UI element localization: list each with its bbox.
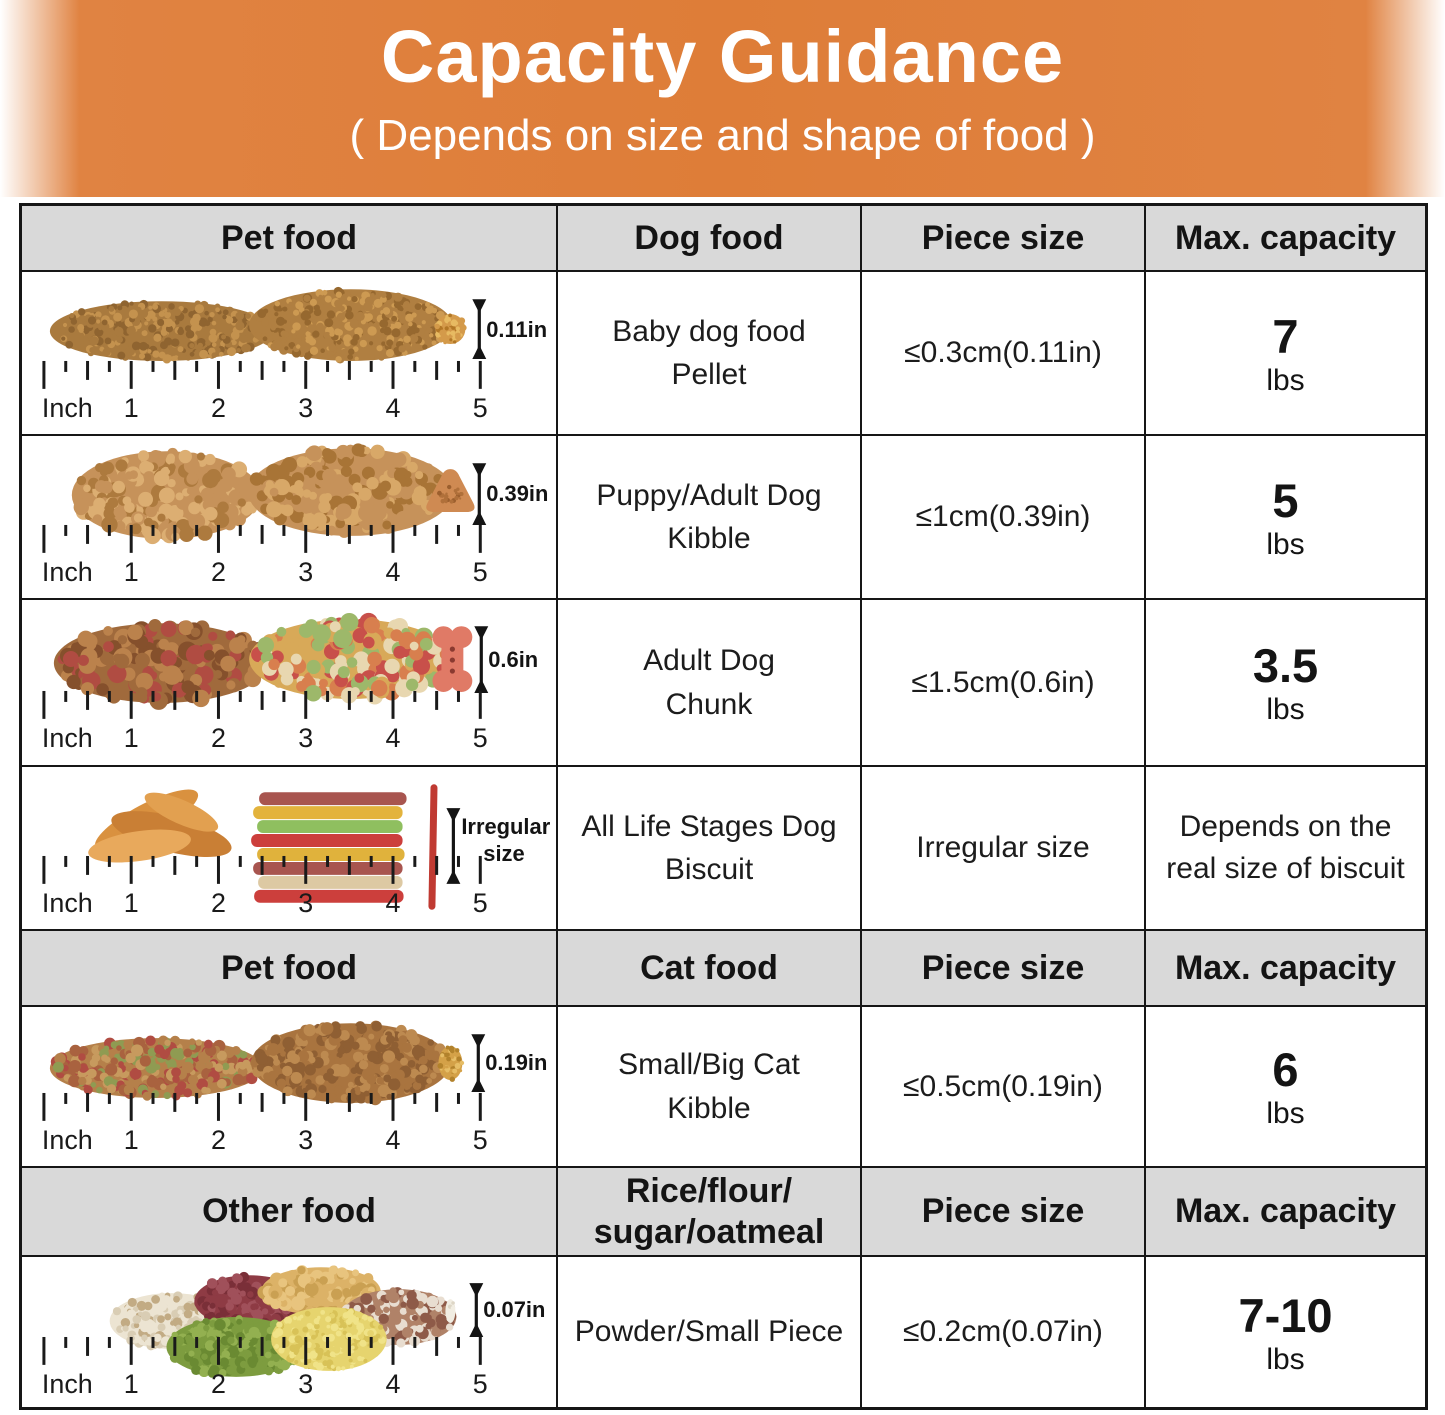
page-subtitle: ( Depends on size and shape of food ) [349,111,1096,160]
header-max-capacity: Max. capacity [1146,931,1425,1007]
cell-food-photo [22,272,558,436]
svg-text:3: 3 [298,722,314,753]
table-header-cat [22,931,1425,1007]
table-row-powder [22,1257,1425,1407]
kibble-pile-left [50,300,273,364]
table-header-other [22,1168,1425,1257]
cell-piece-size: ≤1.5cm(0.6in) [862,600,1146,767]
cell-food-photo [22,436,558,600]
cell-piece-size: ≤1cm(0.39in) [862,436,1146,600]
header-max-capacity: Max. capacity [1146,1168,1425,1257]
header-max-capacity: Max. capacity [1146,206,1425,272]
table-row-baby-pellet [22,272,1425,436]
table-row-adult-chunk [22,600,1425,767]
svg-text:5: 5 [472,887,488,918]
svg-text:Inch: Inch [41,1124,93,1155]
size-marker-label-line1: Irregular [461,814,551,840]
svg-text:2: 2 [210,1368,226,1399]
page-title: Capacity Guidance [380,15,1065,98]
kibble-pile-left [72,448,263,544]
cell-food-name: Adult Dog Chunk [558,600,862,767]
inch-ruler [42,691,488,753]
kibble-pile-right [249,287,452,364]
size-marker-label: 0.11in [486,317,548,343]
cell-food-name: All Life Stages Dog Biscuit [558,767,862,931]
cell-max-capacity: 7 lbs [1146,272,1425,436]
svg-text:3: 3 [298,887,314,918]
svg-text:4: 4 [385,1368,401,1399]
svg-text:1: 1 [123,1124,139,1155]
cell-max-capacity: 7-10 lbs [1146,1257,1425,1407]
header-pet-food: Pet food [22,931,558,1007]
size-marker-label: 0.19in [485,1050,548,1076]
inch-ruler [42,361,488,423]
banner [0,0,1445,197]
treat-pile-right [249,613,452,705]
svg-text:2: 2 [210,1124,226,1155]
table-row-puppy-kibble [22,436,1425,600]
svg-text:Inch: Inch [41,392,93,423]
svg-text:1: 1 [123,887,139,918]
size-marker [469,1283,483,1337]
puppy-kibble-illustration [22,436,556,598]
svg-text:2: 2 [210,722,226,753]
svg-text:5: 5 [472,722,488,753]
header-piece-size: Piece size [862,931,1146,1007]
cell-max-capacity: 6 lbs [1146,1007,1425,1168]
svg-text:3: 3 [298,1368,314,1399]
cell-food-photo [22,767,558,931]
cell-food-name: Baby dog food Pellet [558,272,862,436]
svg-text:Inch: Inch [41,1368,93,1399]
size-marker-label: 0.6in [488,647,539,673]
cell-max-capacity: Depends on the real size of biscuit [1146,767,1425,931]
header-pet-food: Pet food [22,206,558,272]
size-marker-label: 0.39in [486,481,549,507]
cell-piece-size: ≤0.5cm(0.19in) [862,1007,1146,1168]
baby-pellet-illustration [22,272,556,434]
sample-red-stick [428,784,437,910]
cell-food-name: Powder/Small Piece [558,1257,862,1407]
svg-text:1: 1 [123,1368,139,1399]
svg-text:4: 4 [385,556,401,587]
svg-text:4: 4 [385,392,401,423]
size-marker-label-line2: size [483,840,525,866]
kibble-pile-right [248,443,454,538]
svg-text:5: 5 [472,556,488,587]
svg-text:1: 1 [123,556,139,587]
svg-text:3: 3 [298,1124,314,1155]
header-rice-flour: Rice/flour/ sugar/oatmeal [558,1168,862,1257]
header-piece-size: Piece size [862,206,1146,272]
cat-kibble-illustration [22,1007,556,1166]
cell-piece-size: ≤0.3cm(0.11in) [862,272,1146,436]
svg-text:2: 2 [210,392,226,423]
svg-text:Inch: Inch [41,722,93,753]
table-row-dog-biscuit [22,767,1425,931]
svg-text:5: 5 [472,392,488,423]
svg-text:Inch: Inch [41,556,93,587]
svg-text:4: 4 [385,887,401,918]
cell-food-name: Puppy/Adult Dog Kibble [558,436,862,600]
cell-max-capacity: 3.5 lbs [1146,600,1425,767]
size-marker-label: 0.07in [483,1297,546,1323]
svg-text:5: 5 [472,1124,488,1155]
table-row-cat-kibble [22,1007,1425,1168]
svg-text:Inch: Inch [41,887,93,918]
grains-illustration [22,1257,556,1407]
cell-food-photo [22,1007,558,1168]
header-piece-size: Piece size [862,1168,1146,1257]
adult-chunk-illustration [22,600,556,765]
kibble-pile-right [250,1021,450,1106]
svg-text:1: 1 [123,392,139,423]
header-dog-food: Dog food [558,206,862,272]
capacity-table [19,203,1428,1410]
svg-text:3: 3 [298,392,314,423]
inch-ruler [42,525,488,587]
cell-piece-size: ≤0.2cm(0.07in) [862,1257,1146,1407]
size-marker [472,463,486,525]
sample-grain [445,1299,455,1323]
svg-text:5: 5 [472,1368,488,1399]
treat-sticks-stack [251,792,406,903]
size-marker [446,808,460,884]
svg-text:3: 3 [298,556,314,587]
svg-text:4: 4 [385,722,401,753]
svg-text:1: 1 [123,722,139,753]
cell-food-photo [22,1257,558,1407]
inch-ruler [42,1093,488,1155]
size-marker [474,626,488,693]
header-other-food: Other food [22,1168,558,1257]
header-cat-food: Cat food [558,931,862,1007]
cell-piece-size: Irregular size [862,767,1146,931]
cell-max-capacity: 5 lbs [1146,436,1425,600]
cell-food-photo [22,600,558,767]
dog-biscuit-illustration [22,767,556,929]
size-marker [472,299,486,359]
svg-text:2: 2 [210,887,226,918]
svg-text:2: 2 [210,556,226,587]
size-marker [471,1034,485,1092]
svg-text:4: 4 [385,1124,401,1155]
jerky-pieces [86,779,236,868]
table-header-dog [22,206,1425,272]
kibble-pile-left [50,1035,263,1100]
cell-food-name: Small/Big Cat Kibble [558,1007,862,1168]
